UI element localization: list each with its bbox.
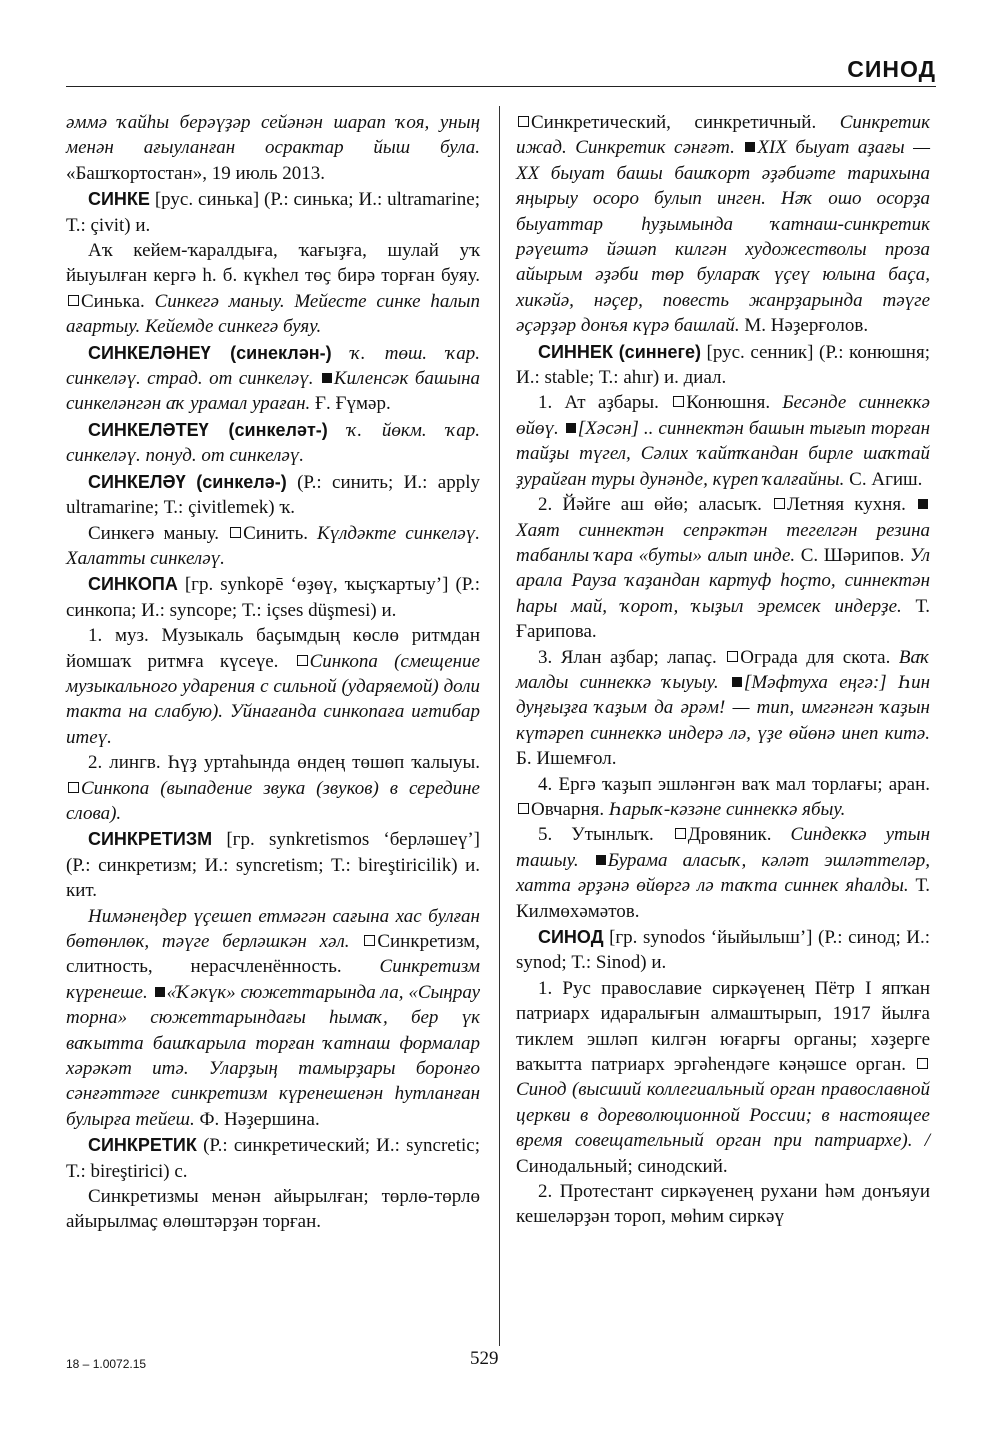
sense-5: 5. Утынлыҡ. Дровяник. Синдеккә утын ташыу. Бурама аласыҡ, кәләт эшләттеләр, хатта әрҙәнә өйөргә лә таҡта синнек яһалды. Т. Килмөхәмәтов. bbox=[516, 824, 931, 922]
white-square-icon bbox=[297, 655, 308, 666]
sense-2: 2. Йәйге аш өйө; аласыҡ. Летняя кухня. Хаят синнектән сепрәктән тегелгән резина табанлы ҡара «буты» алып инде. С. Шәрипов. Ул арала Рауза ҡаҙандан картуф һоҫто, синнектән һары май, ҡорот, ҡыҙыл эремсек индерҙе. Т. Ғарипова. bbox=[516, 494, 931, 643]
paragraph: Синкретический, синкретичный. Синкретик ижад. Синкретик сәнғәт. XIX быуат аҙағы — XX быуат башы башҡорт әҙәбиәте тарихына яңырыу осоро булып инген. Нәҡ ошо осорҙа быуаттар һуҙымында ҡатнаш-синкретик рәүештә йәшәп килгән художестволы проза айырым әҙәби төр булараҡ үҫеү юлына баҫа, хикәйә, нәҫер, повесть жанрҙарында тәүге әҫәрҙәр донъя күрә башлай. М. Нәҙерғолов. bbox=[516, 112, 931, 337]
white-square-icon bbox=[727, 651, 738, 662]
black-square-icon bbox=[322, 373, 332, 383]
black-square-icon bbox=[566, 423, 576, 433]
entry-sinke: СИНКЕ [рус. синька] (Р.: синька; И.: ultramarine; Т.: çivit) и. bbox=[66, 189, 480, 236]
sense-3: 3. Ялан аҙбар; лапаҫ. Ограда для скота. Ваҡ малды синнеккә ҡыуыу. [Мәфтуха еңгә:] Һин дуңғыҙға ҡаҙым да әрәм! — тип, имгәнгән ҡаҙын күтәреп синнеккә индерә лә, үҙе өйөнә инеп китә. Б. Ишемғол. bbox=[516, 646, 930, 770]
white-square-icon bbox=[518, 803, 529, 814]
right-column bbox=[516, 110, 930, 1230]
sense-2: 2. лингв. Һүҙ уртаһында өндең төшөп ҡалыуы. Синкопа (выпадение звука (звуков) в середине слова). bbox=[66, 752, 480, 824]
black-square-icon bbox=[155, 987, 165, 997]
white-square-icon bbox=[917, 1058, 928, 1069]
entry-sinkelateu: СИНКЕЛӘТЕҮ (синкеләт-) ҡ. йөкм. ҡар. синкеләү. понуд. от синкеләү. bbox=[66, 419, 480, 467]
entry-sinkelau: СИНКЕЛӘҮ (синкелә-) (Р.: синить; И.: apply ultramarine; Т.: çivitlemek) ҡ. bbox=[66, 471, 480, 519]
white-square-icon bbox=[675, 828, 686, 839]
white-square-icon bbox=[518, 116, 529, 127]
paragraph: Синкретизмы менән айырылған; төрлө-төрлө айырылмаҫ өлөштәрҙән торған. bbox=[66, 1186, 480, 1233]
black-square-icon bbox=[918, 499, 928, 509]
entry-sinkretik: СИНКРЕТИК (Р.: синкретический; И.: syncretic; Т.: bireştirici) с. bbox=[66, 1135, 480, 1182]
entry-sinnek: СИННЕК (синнеге) [рус. сенник] (Р.: конюшня; И.: stable; Т.: ahır) и. диал. bbox=[516, 341, 930, 389]
white-square-icon bbox=[68, 295, 79, 306]
black-square-icon bbox=[596, 855, 606, 865]
white-square-icon bbox=[673, 396, 684, 407]
white-square-icon bbox=[364, 935, 375, 946]
sense-1: 1. Рус православие сиркәүенең Пётр I япҡан патриарх идаралығын алмаштырып, 1917 йылға тиклем эшләп килгән юғарғы органы; хәҙерге ваҡытта патриарх эргәһендәге кәңәшсе орган. Синод (высший коллегиальный орган православной церкви в дореволюционной России; в настоящее время совещательный орган при патриархе). / Синодальный; синодский. bbox=[516, 977, 930, 1177]
page-number: 529 bbox=[470, 1348, 499, 1369]
paragraph: Нимәнеңдер үҫешеп етмәгән сағына хас булған бөтөнлөк, тәүге берләшкән хәл. Синкретизм, слитность, нерасчленённость. Синкретизм күренеше. «Ҡәкүк» сюжеттарында ла, «Сыңрау торна» сюжеттарындағы һымаҡ, бер үк ваҡытта башҡарыла торған ҡатнаш формалар хәрәкәт итә. Уларҙың тамырҙары боронғо сәнғәттәге синкретизм күренешенән һутланған булырға тейеш. Ф. Нәҙершина. bbox=[66, 905, 481, 1130]
entry-sinkretizm: СИНКРЕТИЗМ [гр. synkretismos ‘берләшеү’] (Р.: синкретизм; И.: syncretism; Т.: bireştiricilik) и. кит. bbox=[66, 829, 480, 902]
entry-sinkelaneu: СИНКЕЛӘНЕҮ (синеклән-) ҡ. төш. ҡар. синкеләү. страд. от синкеләү. Киленсәк башына синкеләнгән аҡ урамал ураған. Ғ. Ғүмәр. bbox=[66, 342, 481, 415]
left-column bbox=[66, 110, 480, 1235]
paragraph: Синкегә маныу. Синить. Күлдәкте синкеләү. Халатты синкеләү. bbox=[66, 522, 480, 569]
column-divider bbox=[499, 106, 500, 1346]
black-square-icon bbox=[732, 677, 742, 687]
black-square-icon bbox=[745, 142, 755, 152]
white-square-icon bbox=[230, 527, 241, 538]
sense-1: 1. Ат аҙбары. Конюшня. Бесәнде синнеккә өйөү. [Хәсән] .. синнектән башын тығып торған тайҙы түгел, Сәлих ҡайтҡандан бирле шаҡтай ҙурайған туры дунәнде, күреп ҡалғайны. С. Агиш. bbox=[516, 392, 930, 490]
paragraph: әммә ҡайһы берәүҙәр сейәнән шарап ҡоя, уның менән ағыуланған осрактар йыш була. «Башҡортостан», 19 июль 2013. bbox=[66, 112, 480, 184]
entry-sinkopa: СИНКОПА [гр. synkopē ‘өҙөү, ҡыҫҡартыу’] (Р.: синкопа; И.: syncope; Т.: içses düşmesi) и. bbox=[66, 574, 480, 621]
paragraph: Аҡ кейем-ҡаралдыға, ҡағыҙға, шулай уҡ йыуылған кергә һ. б. күкһел төҫ бирә торған буяу. Синька. Синкегә маныу. Мейесте синке һалып ағартыу. Кейемде синкегә буяу. bbox=[66, 240, 480, 338]
sense-1: 1. муз. Музыкаль баҫымдың көслө ритмдан йомшаҡ ритмға күсеүе. Синкопа (смещение музыкального ударения с сильной (ударяемой) доли такта на слабую). Уйнағанда синкопаға иғтибар итеү. bbox=[66, 625, 480, 748]
sense-4: 4. Ергә ҡаҙып эшләнгән ваҡ мал торлағы; аран. Овчарня. Һарыҡ-кәзәне синнеккә ябыу. bbox=[516, 772, 930, 823]
sense-2: 2. Протестант сиркәүенең рухани һәм донъяуи кешеләрҙән тороп, мөһим сиркәү bbox=[516, 1181, 930, 1228]
print-code: 18 – 1.0072.15 bbox=[66, 1357, 147, 1371]
entry-sinod: СИНОД [гр. synodos ‘йыйылыш’] (Р.: синод; И.: synod; Т.: Sinod) и. bbox=[516, 927, 931, 974]
running-head-title: СИНОД bbox=[847, 56, 936, 82]
white-square-icon bbox=[68, 782, 79, 793]
running-header bbox=[66, 52, 936, 87]
white-square-icon bbox=[774, 498, 785, 509]
